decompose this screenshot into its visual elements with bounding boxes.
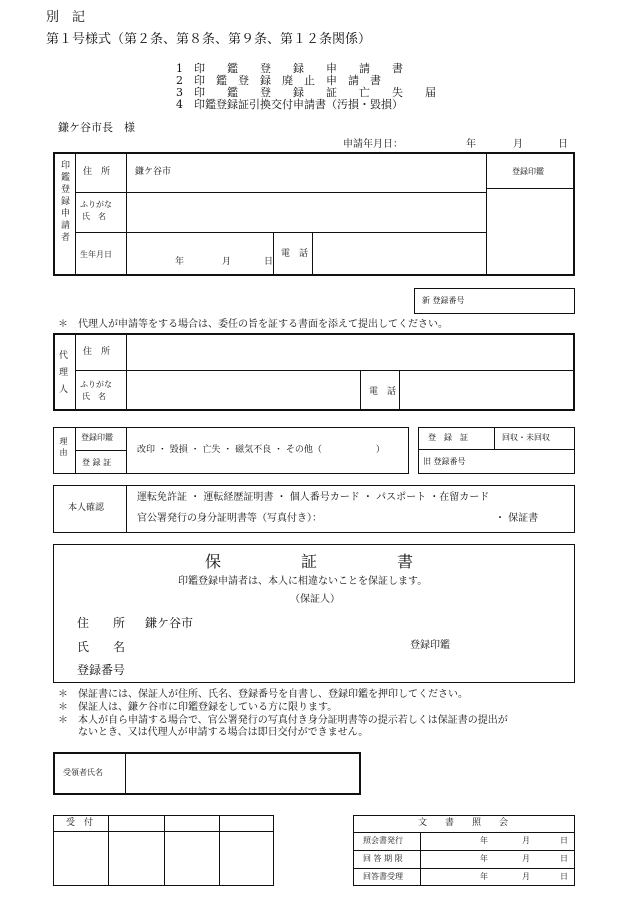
inquiry-row2-day: 日: [560, 854, 568, 863]
inquiry-row1-label: 照会書発行: [363, 836, 403, 845]
dob-day: 日: [264, 257, 274, 267]
cert-label: 登 録 証: [428, 433, 468, 442]
applicant-box: [53, 152, 575, 276]
reception-label: 受 付: [66, 818, 94, 828]
identity-line1[interactable]: 運転免許証 ・ 運転経歴証明書 ・ 個人番号カード ・ パスポート ・在留カード: [137, 492, 490, 503]
guarantee-address-value[interactable]: 鎌ケ谷市: [145, 616, 194, 630]
inquiry-row3-label: 回答書受理: [363, 872, 403, 881]
dob-month: 月: [222, 257, 232, 267]
receiver-name-field[interactable]: [127, 754, 359, 793]
note-1: ＊ 保証書には、保証人が住所、氏名、登録番号を自書し、登録印鑑を押印してください。: [58, 689, 468, 700]
application-date-label: 申請年月日：: [343, 139, 403, 150]
reason-row1-label: 登録印鑑: [81, 433, 113, 442]
inquiry-row1-day: 日: [560, 836, 568, 845]
application-date-year: 年: [466, 139, 476, 150]
old-reg-label: 旧 登録番号: [423, 457, 466, 466]
form-item-3: 3 印 鑑 登 録 証 亡 失 届: [176, 86, 436, 99]
applicant-seal-label: 登録印鑑: [512, 167, 544, 176]
note-3: ＊ 本人が自ら申請する場合で、官公署発行の写真付き身分証明書等の提示若しくは保証書の提出が: [58, 715, 508, 726]
applicant-address-value[interactable]: 鎌ケ谷市: [135, 167, 172, 177]
addressee: 鎌ケ谷市長 様: [58, 121, 135, 134]
agent-name-label: 氏 名: [82, 392, 106, 401]
form-title: 第１号様式（第２条、第８条、第９条、第１２条関係）: [46, 32, 372, 47]
reason-options[interactable]: 改印 ・ 毀損 ・ 亡失 ・ 磁気不良 ・ その他（ ）: [137, 445, 385, 455]
inquiry-title: 文 書 照 会: [418, 818, 509, 828]
applicant-address-label: 住 所: [83, 167, 111, 177]
reason-side-label: 理由: [59, 437, 68, 459]
inquiry-row1-year: 年: [480, 836, 488, 845]
identity-label: 本人確認: [68, 503, 105, 513]
receiver-label: 受領者氏名: [63, 768, 103, 777]
note-4: ないとき、又は代理人が申請する場合は即日交付ができません。: [58, 727, 369, 738]
applicant-dob-label: 生年月日: [80, 250, 112, 259]
guarantee-address-label: 住 所: [77, 616, 126, 630]
inquiry-row3-month: 月: [522, 872, 530, 881]
applicant-phone-label: 電 話: [281, 249, 309, 259]
identity-line2-tail[interactable]: ・ 保証書: [495, 513, 539, 524]
appendix-label: 別 記: [46, 10, 86, 25]
agent-note: ＊ 代理人が申請等をする場合は、委任の旨を証する書面を添えて提出してください。: [58, 319, 448, 330]
note-2: ＊ 保証人は、鎌ケ谷市に印鑑登録をしている方に限ります。: [58, 702, 338, 713]
applicant-furigana-label: ふりがな: [80, 200, 112, 209]
identity-line2: 官公署発行の身分証明書等（写真付き）：: [137, 513, 322, 524]
application-date-day: 日: [558, 139, 568, 150]
agent-address-label: 住 所: [83, 347, 111, 357]
inquiry-row2-label: 回 答 期 限: [363, 854, 403, 863]
inquiry-row2-month: 月: [522, 854, 530, 863]
reason-row2-label: 登 録 証: [82, 458, 112, 467]
inquiry-row3-day: 日: [560, 872, 568, 881]
agent-box: [53, 333, 575, 411]
form-item-2: 2 印 鑑 登 録 廃 止 申 請 書: [176, 74, 381, 87]
applicant-name-label: 氏 名: [82, 212, 106, 221]
guarantee-statement: 印鑑登録申請者は、本人に相違ないことを保証します。: [178, 576, 428, 587]
form-item-1: 1 印 鑑 登 録 申 請 書: [176, 62, 403, 75]
dob-year: 年: [175, 257, 185, 267]
inquiry-row2-year: 年: [480, 854, 488, 863]
guarantee-title: 保 証 書: [205, 552, 414, 571]
applicant-side-label: 印鑑登録申請者: [59, 160, 69, 244]
guarantee-reg-label: 登録番号: [77, 663, 126, 677]
inquiry-row3-year: 年: [480, 872, 488, 881]
application-date-month: 月: [513, 139, 523, 150]
agent-side-label: 代理人: [57, 350, 67, 401]
agent-furigana-label: ふりがな: [80, 380, 112, 389]
guarantor-label: （保証人）: [290, 594, 340, 605]
collect-label[interactable]: 回収・未回収: [502, 433, 550, 442]
guarantee-seal-label: 登録印鑑: [410, 640, 450, 651]
guarantee-name-label: 氏 名: [77, 640, 126, 654]
form-item-4: 4 印鑑登録証引換交付申請書（汚損・毀損）: [176, 98, 403, 111]
agent-phone-label: 電 話: [369, 387, 397, 397]
inquiry-row1-month: 月: [522, 836, 530, 845]
new-reg-label: 新 登録番号: [422, 296, 465, 305]
